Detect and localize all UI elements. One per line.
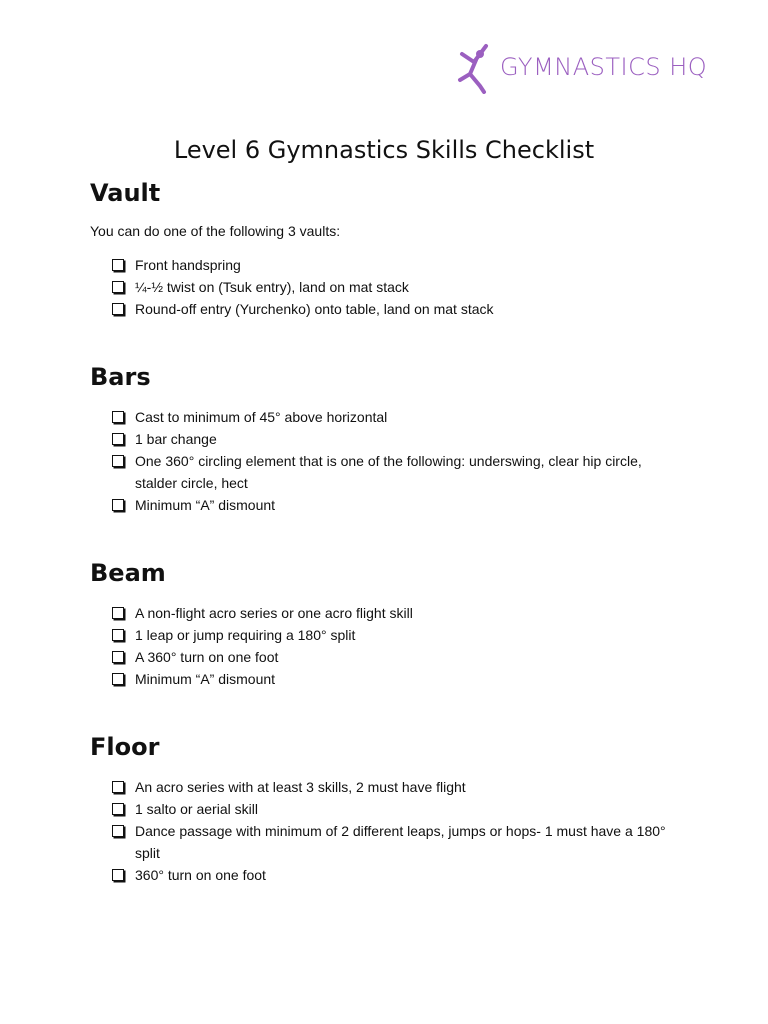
- list-item: [112, 646, 690, 668]
- list-item: [112, 776, 690, 798]
- list-item: [112, 798, 690, 820]
- checkbox-icon[interactable]: [112, 281, 124, 293]
- item-text: Dance passage with minimum of 2 different leaps, jumps or hops- 1 must have a 180° split: [135, 823, 666, 861]
- checkbox-icon[interactable]: [112, 433, 124, 445]
- list-item: [112, 602, 690, 624]
- list-item: [112, 820, 690, 864]
- checkbox-icon[interactable]: [112, 455, 124, 467]
- checkbox-icon[interactable]: [112, 411, 124, 423]
- item-text: 360° turn on one foot: [135, 867, 266, 883]
- item-text: 1 bar change: [135, 431, 217, 447]
- section-heading: Bars: [90, 363, 151, 391]
- checklist: [90, 602, 690, 690]
- list-item: [112, 428, 690, 450]
- item-text: One 360° circling element that is one of the following: underswing, clear hip circle, stalder circle, hect: [135, 453, 642, 491]
- checklist: [90, 776, 690, 886]
- list-item: [112, 494, 690, 516]
- item-text: An acro series with at least 3 skills, 2 must have flight: [135, 779, 466, 795]
- section-heading: Vault: [90, 179, 161, 207]
- item-text: Round-off entry (Yurchenko) onto table, land on mat stack: [135, 301, 494, 317]
- page-title: Level 6 Gymnastics Skills Checklist: [173, 136, 595, 164]
- section-bars: [90, 362, 690, 516]
- checkbox-icon[interactable]: [112, 673, 124, 685]
- checklist: [90, 406, 690, 516]
- checkbox-icon[interactable]: [112, 651, 124, 663]
- item-text: Minimum “A” dismount: [135, 671, 276, 687]
- brand-name: GYMNASTICS HQ: [500, 53, 708, 81]
- checkbox-icon[interactable]: [112, 259, 124, 271]
- section-heading: Beam: [90, 559, 166, 587]
- item-text: Front handspring: [135, 257, 241, 273]
- list-item: [112, 450, 655, 494]
- item-text: 1 leap or jump requiring a 180° split: [135, 627, 356, 643]
- checkbox-icon[interactable]: [112, 803, 124, 815]
- checkbox-icon[interactable]: [112, 499, 124, 511]
- checkbox-icon[interactable]: [112, 869, 124, 881]
- checkbox-icon[interactable]: [112, 781, 124, 793]
- section-floor: [90, 732, 690, 886]
- checkbox-icon[interactable]: [112, 629, 124, 641]
- item-text: Cast to minimum of 45° above horizontal: [135, 409, 388, 425]
- list-item: [112, 624, 690, 646]
- item-text: 1 salto or aerial skill: [135, 801, 258, 817]
- item-text: A 360° turn on one foot: [135, 649, 279, 665]
- section-beam: [90, 558, 690, 690]
- section-vault: [90, 178, 690, 320]
- list-item: [112, 668, 690, 690]
- item-text: A non-flight acro series or one acro flight skill: [135, 605, 413, 621]
- list-item: [112, 276, 690, 298]
- checkbox-icon[interactable]: [112, 607, 124, 619]
- brand-logo: [456, 40, 707, 94]
- checklist: [90, 254, 690, 320]
- section-intro: You can do one of the following 3 vaults:: [90, 223, 341, 239]
- checkbox-icon[interactable]: [112, 825, 124, 837]
- item-text: ¼-½ twist on (Tsuk entry), land on mat stack: [135, 279, 409, 295]
- section-heading: Floor: [90, 733, 160, 761]
- list-item: [112, 254, 690, 276]
- item-text: Minimum “A” dismount: [135, 497, 276, 513]
- list-item: [112, 864, 690, 886]
- list-item: [112, 406, 690, 428]
- gymnast-leap-icon: [456, 40, 496, 94]
- checkbox-icon[interactable]: [112, 303, 124, 315]
- list-item: [112, 298, 690, 320]
